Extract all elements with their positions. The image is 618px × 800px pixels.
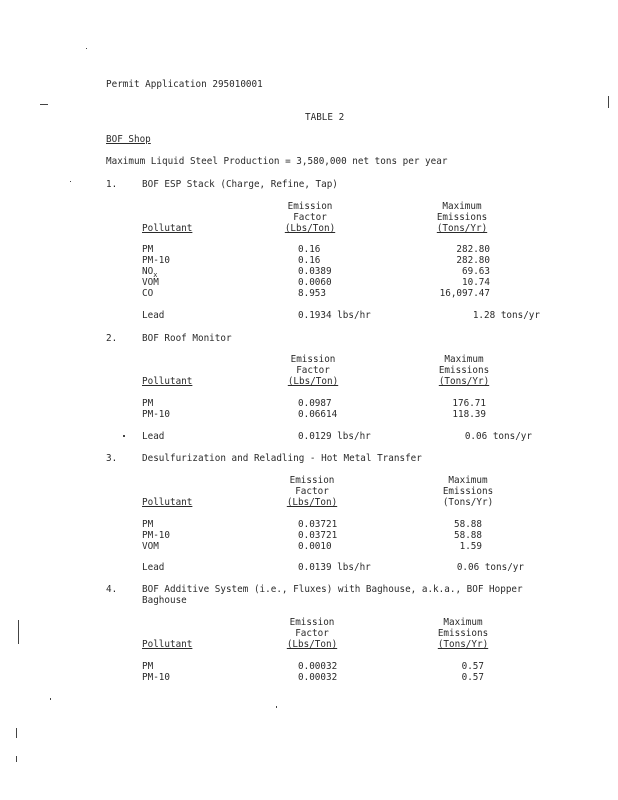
scan-speck (123, 435, 125, 437)
table-title: TABLE 2 (305, 112, 345, 123)
section-heading: BOF Additive System (i.e., Fluxes) with Baghouse, a.k.a., BOF Hopper (142, 584, 523, 595)
pollutant-cell: PM-10 (142, 672, 170, 683)
scan-speck (276, 706, 277, 708)
lead-emissions: 1.28 tons/yr (472, 310, 540, 321)
col-emissions-line1: Maximum (442, 201, 482, 212)
col-factor-line1: Emission (289, 475, 335, 486)
col-factor-line1: Emission (290, 354, 336, 365)
col-factor-line2: Factor (293, 212, 327, 223)
factor-cell: 0.00032 (298, 661, 338, 672)
factor-cell: 0.00032 (298, 672, 338, 683)
emissions-cell: 118.39 (452, 409, 486, 420)
col-emissions-line3: (Tons/Yr) (442, 497, 494, 508)
col-factor-line1: Emission (289, 617, 335, 628)
lead-emissions: 0.06 tons/yr (456, 562, 524, 573)
col-emissions-line1: Maximum (444, 354, 484, 365)
pollutant-cell: PM (142, 244, 154, 255)
pollutant-cell: PM (142, 519, 154, 530)
section-number: 1. (106, 179, 118, 190)
pollutant-cell: PM-10 (142, 409, 170, 420)
emissions-cell: 10.74 (462, 277, 490, 288)
section-number: 4. (106, 584, 118, 595)
section-heading: Desulfurization and Reladling - Hot Metal Transfer (142, 453, 422, 464)
emissions-cell: 282.80 (456, 244, 490, 255)
col-emissions-line2: Emissions (437, 628, 489, 639)
section-number: 2. (106, 333, 118, 344)
col-factor-line3: (Lbs/Ton) (287, 376, 339, 387)
factor-cell: 0.16 (298, 244, 321, 255)
scan-speck (50, 698, 51, 700)
factor-cell: 8.953 (298, 288, 326, 299)
emissions-cell: 58.88 (454, 530, 482, 541)
scan-speck (16, 728, 17, 738)
lead-emissions: 0.06 tons/yr (464, 431, 532, 442)
lead-factor: 0.0129 lbs/hr (298, 431, 371, 442)
lead-label: Lead (142, 562, 165, 573)
pollutant-cell: CO (142, 288, 154, 299)
col-emissions-line3: (Tons/Yr) (437, 639, 489, 650)
col-emissions-line1: Maximum (448, 475, 488, 486)
emissions-cell: 58.88 (454, 519, 482, 530)
col-factor-line3: (Lbs/Ton) (286, 639, 338, 650)
pollutant-cell: $NO_x$ (142, 266, 158, 279)
col-emissions-line1: Maximum (443, 617, 483, 628)
production-line: Maximum Liquid Steel Production = 3,580,000 net tons per year (106, 156, 448, 167)
col-pollutant: Pollutant (142, 639, 193, 650)
factor-cell: 0.03721 (298, 519, 338, 530)
scan-speck (86, 48, 87, 49)
lead-label: Lead (142, 431, 165, 442)
emissions-cell: 0.57 (461, 661, 484, 672)
col-pollutant: Pollutant (142, 376, 193, 387)
factor-cell: 0.0389 (298, 266, 332, 277)
factor-cell: 0.06614 (298, 409, 338, 420)
col-factor-line2: Factor (295, 628, 329, 639)
scan-speck (608, 96, 609, 108)
pollutant-cell: VOM (142, 541, 159, 552)
subscript-x: x (153, 270, 158, 279)
lead-label: Lead (142, 310, 165, 321)
pollutant-cell: PM (142, 398, 154, 409)
scan-speck (70, 181, 71, 182)
pollutant-cell: PM (142, 661, 154, 672)
emissions-cell: 16,097.47 (439, 288, 490, 299)
lead-factor: 0.1934 lbs/hr (298, 310, 371, 321)
emissions-cell: 282.80 (456, 255, 490, 266)
section-heading-continued: Baghouse (142, 595, 187, 606)
col-factor-line3: (Lbs/Ton) (284, 223, 336, 234)
col-emissions-line3: (Tons/Yr) (438, 376, 490, 387)
col-factor-line2: Factor (296, 365, 330, 376)
factor-cell: 0.0987 (298, 398, 332, 409)
pollutant-cell: PM-10 (142, 530, 170, 541)
col-factor-line2: Factor (295, 486, 329, 497)
emissions-cell: 0.57 (461, 672, 484, 683)
pollutant-cell: PM-10 (142, 255, 170, 266)
scan-speck (16, 756, 17, 762)
factor-cell: 0.16 (298, 255, 321, 266)
permit-header: Permit Application 295010001 (106, 79, 263, 90)
col-factor-line1: Emission (287, 201, 333, 212)
col-factor-line3: (Lbs/Ton) (286, 497, 338, 508)
pollutant-cell: VOM (142, 277, 159, 288)
col-emissions-line2: Emissions (438, 365, 490, 376)
col-emissions-line2: Emissions (436, 212, 488, 223)
section-number: 3. (106, 453, 118, 464)
emissions-cell: 176.71 (452, 398, 486, 409)
col-emissions-line3: (Tons/Yr) (436, 223, 488, 234)
factor-cell: 0.0010 (298, 541, 332, 552)
section-heading: BOF Roof Monitor (142, 333, 232, 344)
lead-factor: 0.0139 lbs/hr (298, 562, 371, 573)
col-emissions-line2: Emissions (442, 486, 494, 497)
section-heading: BOF ESP Stack (Charge, Refine, Tap) (142, 179, 338, 190)
emissions-cell: 69.63 (462, 266, 490, 277)
factor-cell: 0.0060 (298, 277, 332, 288)
scan-speck (18, 620, 19, 644)
col-pollutant: Pollutant (142, 497, 193, 508)
factor-cell: 0.03721 (298, 530, 338, 541)
scan-speck (40, 104, 48, 105)
col-pollutant: Pollutant (142, 223, 193, 234)
section-title: BOF Shop (106, 134, 151, 145)
emissions-cell: 1.59 (459, 541, 482, 552)
